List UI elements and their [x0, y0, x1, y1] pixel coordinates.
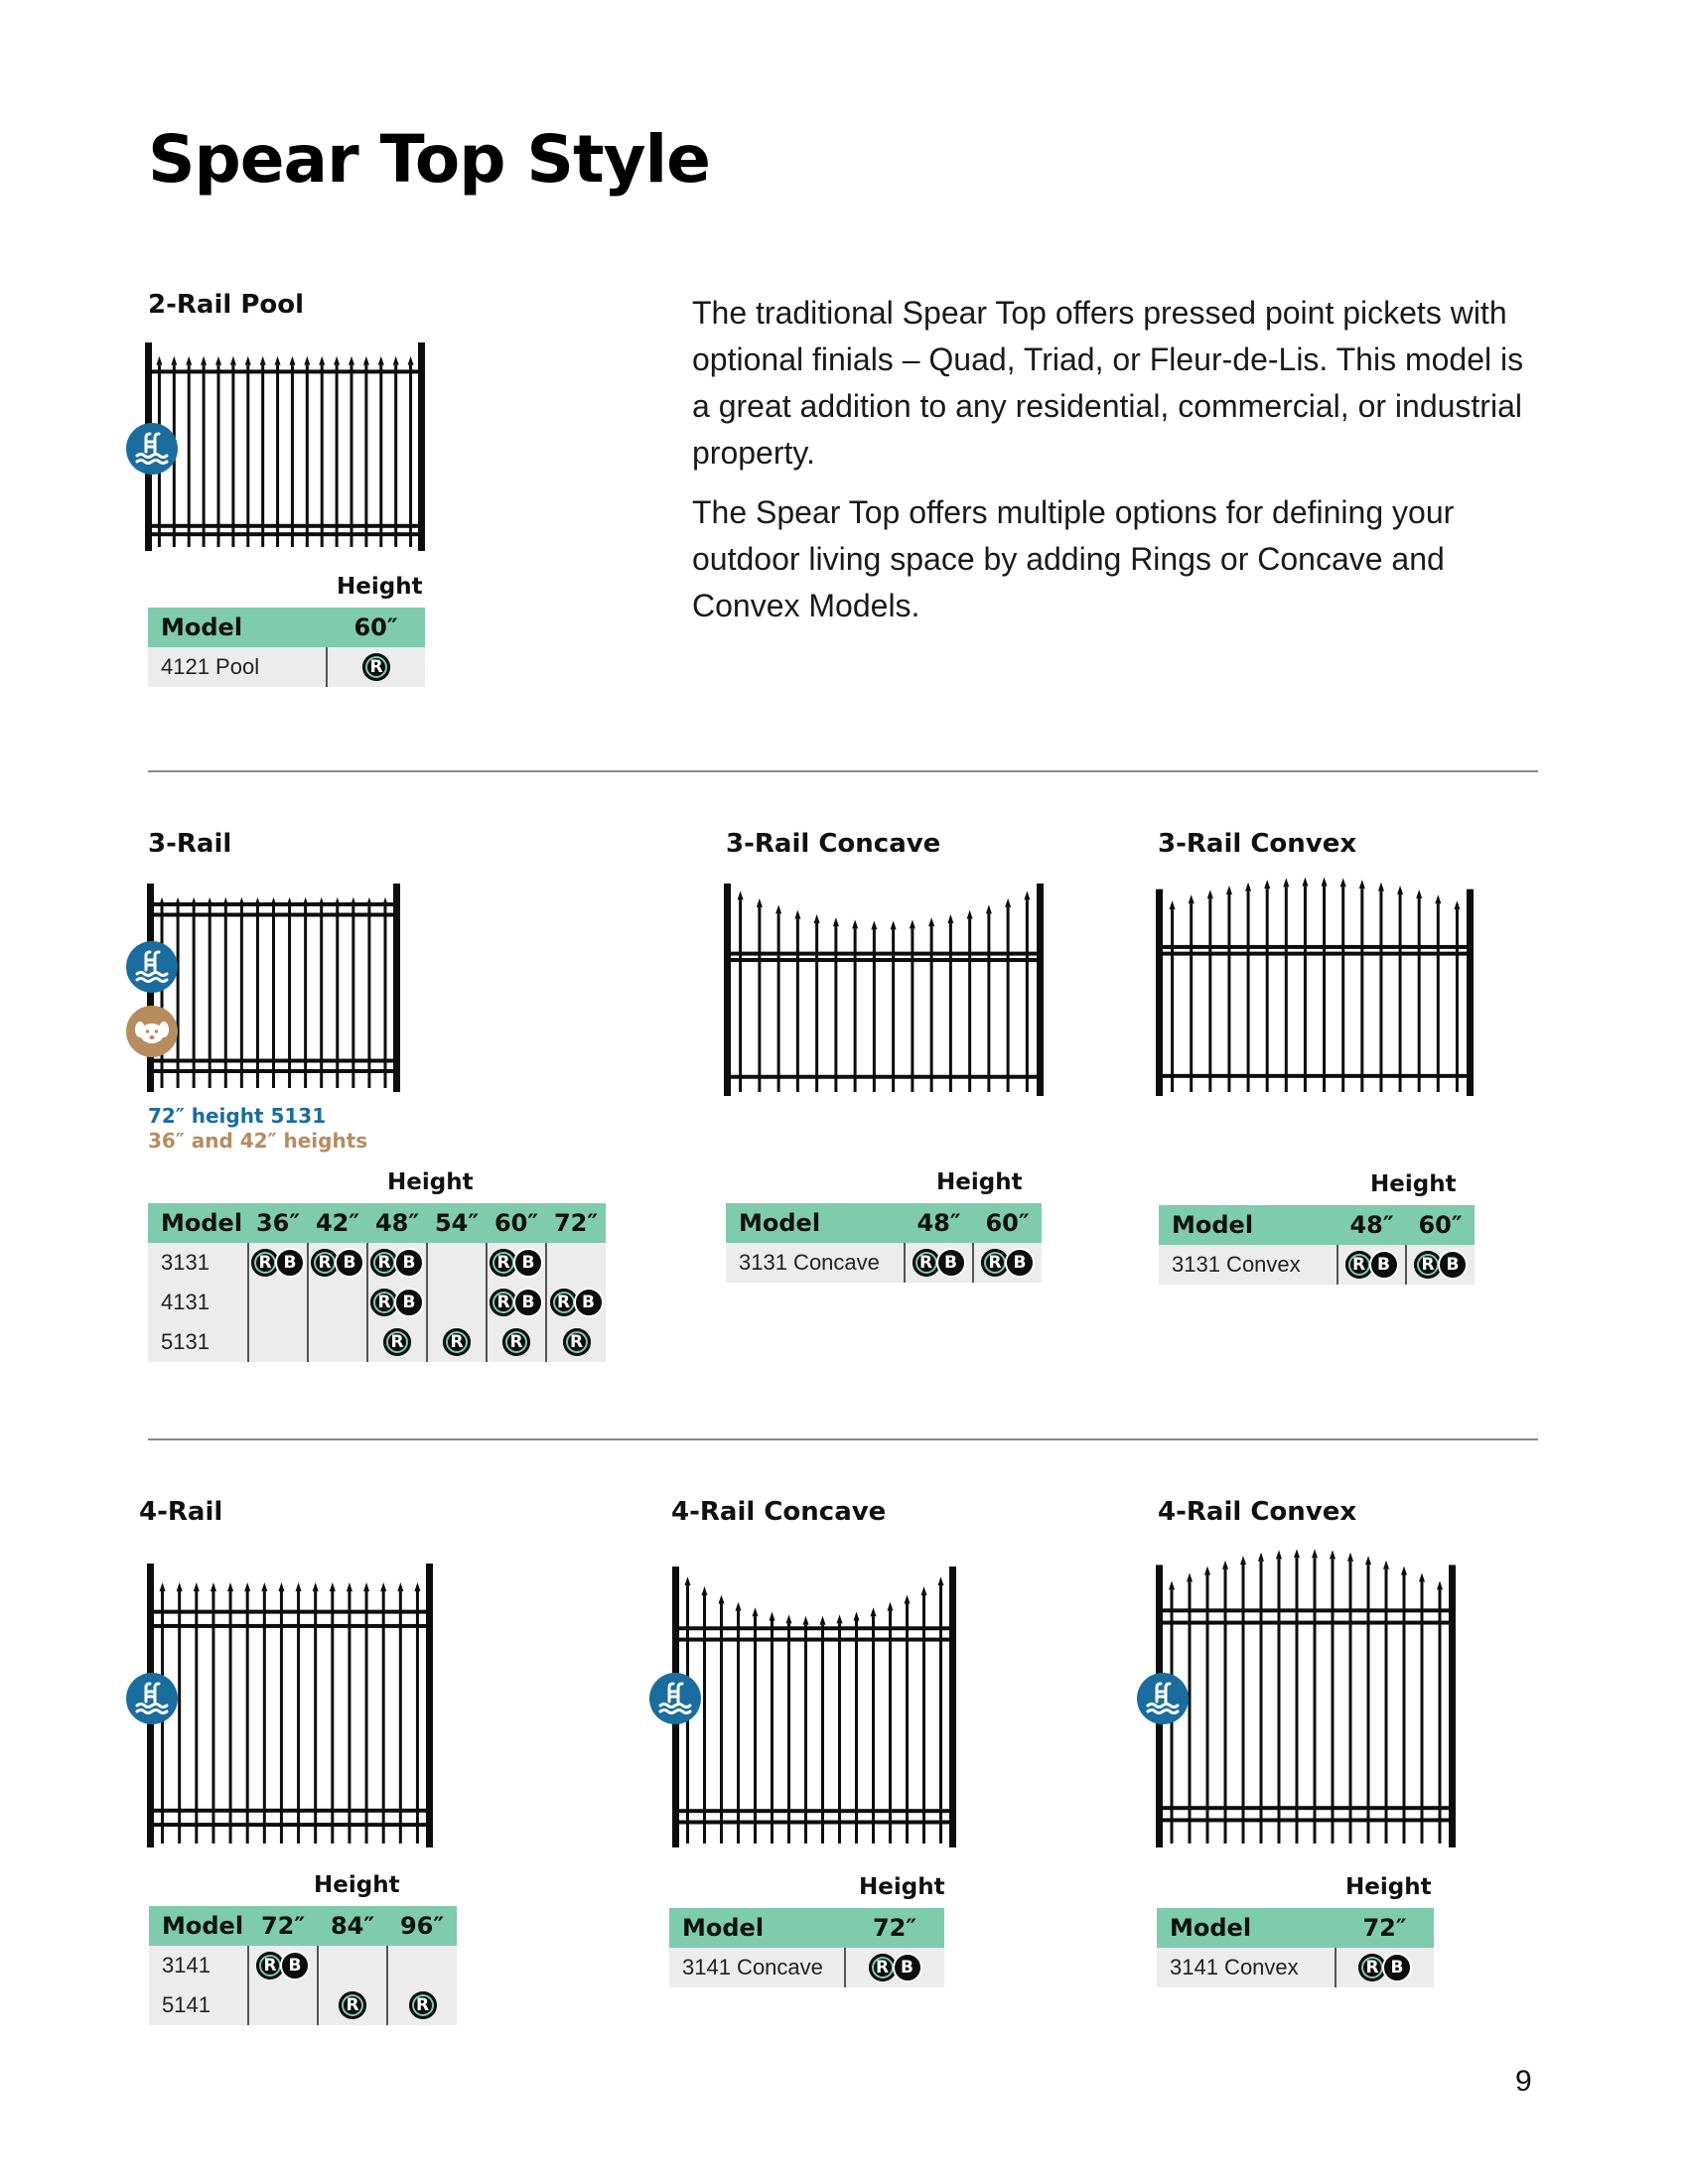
- spear-tip: [363, 356, 369, 365]
- fence-post: [393, 884, 400, 1092]
- height-column-header: 48″: [905, 1203, 973, 1243]
- spear-tip: [1416, 889, 1422, 898]
- spear-tip: [194, 1582, 200, 1591]
- spear-tip: [1302, 878, 1308, 887]
- spear-tip: [905, 1595, 911, 1604]
- fence-rail: [1163, 1621, 1449, 1625]
- fence-rail: [1163, 952, 1467, 956]
- spear-tip: [1258, 1553, 1264, 1562]
- model-cell: 3131 Concave: [726, 1243, 905, 1283]
- spear-tip: [275, 356, 281, 365]
- pet-icon: [125, 1005, 179, 1063]
- spear-tip: [1024, 890, 1030, 899]
- spear-tip: [891, 920, 897, 929]
- height-column-header: 60″: [487, 1203, 546, 1243]
- model-cell: 3141: [149, 1946, 248, 1985]
- rings-badge: R: [256, 1952, 284, 1979]
- model-cell: 3131 Convex: [1159, 1245, 1337, 1285]
- spear-tip: [1312, 1549, 1318, 1558]
- model-column-header: Model: [669, 1908, 845, 1948]
- page-number: 9: [1515, 2065, 1532, 2098]
- spear-tip: [910, 919, 915, 928]
- model-column-header: Model: [1157, 1908, 1336, 1948]
- black-badge: B: [1369, 1250, 1399, 1280]
- spear-tip: [260, 356, 266, 365]
- black-badge: B: [936, 1248, 966, 1278]
- spear-tip: [1170, 900, 1176, 909]
- spec-table-4-rail-concave: [669, 1908, 944, 1987]
- height-column-header: 48″: [1337, 1205, 1406, 1245]
- height-column-header: 72″: [248, 1906, 318, 1946]
- fence-post: [1449, 1565, 1456, 1847]
- height-label: Height: [1345, 1874, 1432, 1900]
- spear-tip: [1169, 1580, 1175, 1589]
- table-row: [669, 1948, 944, 1987]
- table-row: [726, 1243, 1042, 1283]
- availability-cell: [387, 1946, 457, 1985]
- availability-cell: [248, 1985, 318, 2025]
- section-title-4-rail: 4-Rail: [139, 1497, 223, 1527]
- height-column-header: 60″: [327, 608, 425, 647]
- fence-image-3-rail: [147, 884, 400, 1092]
- availability-cell: [387, 1985, 457, 2025]
- description-paragraph-2: The Spear Top offers multiple options for defining your outdoor living space by adding Rings or Concave and Convex Models.: [692, 494, 1455, 623]
- fence-rail: [679, 1638, 949, 1642]
- spear-tip: [230, 356, 236, 365]
- availability-cell: [248, 1946, 318, 1985]
- rings-badge: R: [370, 1289, 398, 1316]
- height-label: Height: [387, 1169, 474, 1195]
- spear-tip: [278, 1582, 284, 1591]
- availability-cell: [308, 1283, 367, 1322]
- fence-rail: [154, 1624, 426, 1628]
- fence-rail: [154, 1823, 426, 1827]
- fence-rail: [731, 952, 1037, 956]
- height-label: Height: [314, 1872, 400, 1898]
- rings-badge: R: [383, 1328, 411, 1356]
- table-header-row: [1159, 1205, 1475, 1245]
- spear-tip: [1419, 1572, 1425, 1581]
- fence-image-2-rail-pool: [145, 342, 425, 551]
- availability-cell: [546, 1243, 606, 1283]
- availability-cell: [318, 1985, 387, 2025]
- spec-table-4-rail-convex: [1157, 1908, 1434, 1987]
- spear-tip: [160, 1582, 166, 1591]
- description: [692, 290, 1546, 642]
- availability-cell: [427, 1283, 487, 1322]
- spear-tip: [753, 1607, 759, 1616]
- fence-rail: [731, 1075, 1037, 1079]
- spear-tip: [1330, 1550, 1336, 1559]
- fence-rail: [154, 1059, 393, 1063]
- spear-tip: [967, 910, 973, 919]
- rings-badge: R: [1345, 1251, 1373, 1279]
- model-column-header: Model: [1159, 1205, 1337, 1245]
- rings-badge: R: [550, 1289, 578, 1316]
- spear-tip: [334, 356, 340, 365]
- spear-tip: [378, 356, 384, 365]
- availability-cell: [248, 1283, 308, 1322]
- table-row: [148, 1283, 606, 1322]
- fence-image-4-rail-convex: [1156, 1544, 1456, 1847]
- page-title: Spear Top Style: [148, 121, 710, 198]
- height-label: Height: [859, 1874, 945, 1900]
- spear-tip: [921, 1586, 927, 1595]
- spear-tip: [1226, 886, 1232, 894]
- table-header-row: [726, 1203, 1042, 1243]
- spear-tip: [1378, 883, 1384, 891]
- spear-tip: [814, 914, 820, 923]
- model-column-header: Model: [148, 608, 327, 647]
- availability-cell: [248, 1243, 308, 1283]
- section-title-2-rail-pool: 2-Rail Pool: [148, 290, 305, 320]
- fence-post: [1467, 889, 1474, 1096]
- availability-cell: [367, 1243, 427, 1283]
- note-72-height: 72″ height 5131: [148, 1104, 327, 1128]
- height-column-header: 72″: [1336, 1908, 1434, 1948]
- spear-tip: [319, 356, 325, 365]
- spear-tip: [1359, 880, 1365, 888]
- spear-tip: [852, 919, 858, 928]
- rings-badge: R: [913, 1249, 940, 1277]
- black-badge: B: [893, 1953, 922, 1982]
- rings-badge: R: [362, 653, 390, 681]
- spear-tip: [408, 356, 414, 365]
- spear-tip: [1435, 894, 1441, 903]
- spear-tip: [794, 910, 800, 919]
- fence-rail: [154, 902, 393, 906]
- spear-tip: [1454, 900, 1460, 909]
- description-paragraph-1: The traditional Spear Top offers pressed point pickets with optional finials – Quad, Triad, or Fleur-de-Lis. This model is a great addition to any residential, commercial, or industrial property.: [692, 295, 1524, 471]
- spear-tip: [986, 904, 992, 913]
- spear-tip: [837, 1614, 843, 1623]
- table-header-row: [149, 1906, 457, 1946]
- section-title-4-rail-concave: 4-Rail Concave: [671, 1497, 887, 1527]
- spear-tip: [186, 356, 192, 365]
- spear-tip: [854, 1612, 860, 1621]
- height-column-header: 72″: [546, 1203, 606, 1243]
- fence-rail: [1163, 1806, 1449, 1810]
- pool-icon: [125, 940, 179, 999]
- height-column-header: 60″: [973, 1203, 1042, 1243]
- model-cell: 3141 Concave: [669, 1948, 845, 1987]
- availability-cell: [1406, 1245, 1475, 1285]
- spear-tip: [685, 1576, 691, 1585]
- height-column-header: 96″: [387, 1906, 457, 1946]
- height-label: Height: [936, 1169, 1023, 1195]
- spear-tip: [1365, 1556, 1371, 1565]
- availability-cell: [905, 1243, 973, 1283]
- rings-badge: R: [869, 1954, 897, 1981]
- black-badge: B: [513, 1288, 543, 1317]
- spear-tip: [1383, 1561, 1389, 1570]
- fence-image-3-rail-convex: [1156, 874, 1474, 1096]
- table-row: [148, 647, 425, 687]
- spear-tip: [736, 1602, 742, 1611]
- spear-tip: [245, 356, 251, 365]
- spear-tip: [211, 1582, 216, 1591]
- spear-tip: [928, 917, 934, 926]
- rings-badge: R: [370, 1249, 398, 1277]
- spear-tip: [1437, 1580, 1443, 1589]
- fence-rail: [152, 524, 418, 528]
- spear-tip: [349, 356, 354, 365]
- height-column-header: 84″: [318, 1906, 387, 1946]
- spear-tip: [296, 1582, 302, 1591]
- rings-badge: R: [490, 1249, 517, 1277]
- availability-cell: [487, 1283, 546, 1322]
- spear-tip: [397, 1582, 403, 1591]
- spear-tip: [177, 1582, 183, 1591]
- availability-cell: [367, 1322, 427, 1362]
- availability-cell: [546, 1283, 606, 1322]
- spear-tip: [871, 1607, 877, 1616]
- model-cell: 5141: [149, 1985, 248, 2025]
- pool-icon: [648, 1672, 702, 1730]
- pool-icon: [1136, 1672, 1190, 1730]
- spear-tip: [1294, 1549, 1300, 1558]
- black-badge: B: [280, 1951, 310, 1980]
- fence-image-4-rail-concave: [672, 1567, 956, 1847]
- availability-cell: [367, 1283, 427, 1322]
- fence-rail: [1163, 1818, 1449, 1822]
- fence-rail: [154, 1809, 426, 1813]
- spear-tip: [215, 356, 221, 365]
- spear-tip: [1264, 880, 1270, 888]
- availability-cell: [248, 1322, 308, 1362]
- black-badge: B: [1382, 1953, 1412, 1982]
- rings-badge: R: [490, 1289, 517, 1316]
- fence-image-3-rail-concave: [724, 884, 1044, 1096]
- fence-image-4-rail: [147, 1564, 433, 1847]
- availability-cell: [973, 1243, 1042, 1283]
- model-cell: 3131: [148, 1243, 248, 1283]
- black-badge: B: [574, 1288, 604, 1317]
- height-label: Height: [1370, 1171, 1457, 1197]
- spear-tip: [1397, 886, 1403, 894]
- model-column-header: Model: [148, 1203, 248, 1243]
- spear-tip: [770, 1612, 775, 1621]
- spear-tip: [1005, 898, 1011, 907]
- spear-tip: [244, 1582, 250, 1591]
- section-divider: [148, 1438, 1538, 1440]
- fence-rail: [154, 913, 393, 917]
- spec-table-3-rail-convex: [1159, 1205, 1475, 1285]
- availability-cell: [318, 1946, 387, 1985]
- spear-tip: [775, 904, 781, 913]
- spear-tip: [1401, 1566, 1407, 1574]
- fence-rail: [1163, 945, 1467, 949]
- rings-badge: R: [563, 1328, 591, 1356]
- fence-post: [1037, 884, 1044, 1096]
- table-header-row: [669, 1908, 944, 1948]
- spear-tip: [820, 1616, 826, 1625]
- availability-cell: [427, 1322, 487, 1362]
- fence-rail: [154, 1069, 393, 1073]
- spear-tip: [1189, 894, 1195, 903]
- rings-badge: R: [311, 1249, 339, 1277]
- height-column-header: 72″: [845, 1908, 944, 1948]
- availability-cell: [845, 1948, 944, 1987]
- fence-rail: [679, 1809, 949, 1813]
- black-badge: B: [513, 1248, 543, 1278]
- spear-tip: [833, 917, 839, 926]
- fence-rail: [731, 958, 1037, 962]
- rings-badge: R: [981, 1249, 1009, 1277]
- spear-tip: [871, 920, 877, 929]
- spear-tip: [738, 890, 744, 899]
- rings-badge: R: [409, 1991, 437, 2019]
- spear-tip: [201, 356, 207, 365]
- spear-tip: [289, 356, 295, 365]
- availability-cell: [487, 1243, 546, 1283]
- fence-post: [418, 342, 425, 551]
- fence-post: [1156, 889, 1163, 1096]
- spear-tip: [227, 1582, 233, 1591]
- availability-cell: [487, 1322, 546, 1362]
- fence-rail: [154, 1610, 426, 1614]
- spec-table-3-rail: [148, 1203, 606, 1362]
- availability-cell: [327, 647, 425, 687]
- spear-tip: [304, 356, 310, 365]
- model-column-header: Model: [149, 1906, 248, 1946]
- table-header-row: [1157, 1908, 1434, 1948]
- black-badge: B: [1005, 1248, 1035, 1278]
- table-row: [1157, 1948, 1434, 1987]
- spear-tip: [363, 1582, 369, 1591]
- spec-table-4-rail: [149, 1906, 457, 2025]
- section-title-4-rail-convex: 4-Rail Convex: [1158, 1497, 1357, 1527]
- table-header-row: [148, 608, 425, 647]
- section-title-3-rail-convex: 3-Rail Convex: [1158, 829, 1357, 859]
- spear-tip: [1245, 883, 1251, 891]
- pool-icon: [125, 422, 179, 480]
- spear-tip: [347, 1582, 352, 1591]
- rings-badge: R: [1358, 1954, 1386, 1981]
- rings-badge: R: [1414, 1251, 1442, 1279]
- black-badge: B: [394, 1288, 424, 1317]
- fence-rail: [679, 1821, 949, 1825]
- black-badge: B: [275, 1248, 305, 1278]
- black-badge: B: [1438, 1250, 1468, 1280]
- spear-tip: [330, 1582, 336, 1591]
- spear-tip: [380, 1582, 386, 1591]
- availability-cell: [427, 1243, 487, 1283]
- spear-tip: [1347, 1553, 1353, 1562]
- pool-icon: [125, 1672, 179, 1730]
- spear-tip: [156, 356, 162, 365]
- fence-rail: [152, 532, 418, 536]
- availability-cell: [1336, 1948, 1434, 1987]
- model-cell: 4121 Pool: [148, 647, 327, 687]
- spear-tip: [1276, 1550, 1282, 1559]
- availability-cell: [308, 1243, 367, 1283]
- spear-tip: [757, 898, 763, 907]
- note-36-42-heights: 36″ and 42″ heights: [148, 1129, 368, 1153]
- model-cell: 5131: [148, 1322, 248, 1362]
- table-row: [148, 1243, 606, 1283]
- spear-tip: [313, 1582, 319, 1591]
- fence-rail: [679, 1626, 949, 1630]
- rings-badge: R: [443, 1328, 471, 1356]
- spear-tip: [1322, 878, 1328, 887]
- table-row: [148, 1322, 606, 1362]
- spear-tip: [393, 356, 399, 365]
- fence-post: [724, 884, 731, 1096]
- height-column-header: 54″: [427, 1203, 487, 1243]
- spear-tip: [1207, 889, 1213, 898]
- black-badge: B: [394, 1248, 424, 1278]
- fence-post: [949, 1567, 956, 1847]
- table-row: [1159, 1245, 1475, 1285]
- height-column-header: 60″: [1406, 1205, 1475, 1245]
- black-badge: B: [335, 1248, 364, 1278]
- model-column-header: Model: [726, 1203, 905, 1243]
- spear-tip: [1187, 1572, 1193, 1581]
- spec-table-3-rail-concave: [726, 1203, 1042, 1283]
- table-row: [149, 1946, 457, 1985]
- spear-tip: [803, 1616, 809, 1625]
- availability-cell: [1337, 1245, 1406, 1285]
- availability-cell: [308, 1322, 367, 1362]
- fence-rail: [152, 369, 418, 373]
- rings-badge: R: [339, 1991, 366, 2019]
- spec-table-2-rail-pool: [148, 608, 425, 687]
- height-column-header: 48″: [367, 1203, 427, 1243]
- spear-tip: [1240, 1556, 1246, 1565]
- spear-tip: [1340, 878, 1346, 887]
- table-header-row: [148, 1203, 606, 1243]
- section-title-3-rail: 3-Rail: [148, 829, 232, 859]
- spear-tip: [888, 1602, 894, 1611]
- spear-tip: [414, 1582, 420, 1591]
- model-cell: 3141 Convex: [1157, 1948, 1336, 1987]
- spear-tip: [171, 356, 177, 365]
- section-divider: [148, 770, 1538, 772]
- spear-tip: [1222, 1561, 1228, 1570]
- rings-badge: R: [251, 1249, 279, 1277]
- rings-badge: R: [502, 1328, 530, 1356]
- spear-tip: [938, 1576, 944, 1585]
- fence-post: [426, 1564, 433, 1847]
- availability-cell: [546, 1322, 606, 1362]
- fence-rail: [1163, 1074, 1467, 1078]
- model-cell: 4131: [148, 1283, 248, 1322]
- height-label: Height: [337, 574, 423, 600]
- spear-tip: [786, 1614, 792, 1623]
- table-row: [149, 1985, 457, 2025]
- spear-tip: [947, 914, 953, 923]
- section-title-3-rail-concave: 3-Rail Concave: [726, 829, 941, 859]
- spear-tip: [1283, 878, 1289, 887]
- spear-tip: [261, 1582, 267, 1591]
- height-column-header: 36″: [248, 1203, 308, 1243]
- height-column-header: 42″: [308, 1203, 367, 1243]
- spear-tip: [719, 1595, 725, 1604]
- fence-rail: [1163, 1608, 1449, 1612]
- spear-tip: [1204, 1566, 1210, 1574]
- spear-tip: [702, 1586, 708, 1595]
